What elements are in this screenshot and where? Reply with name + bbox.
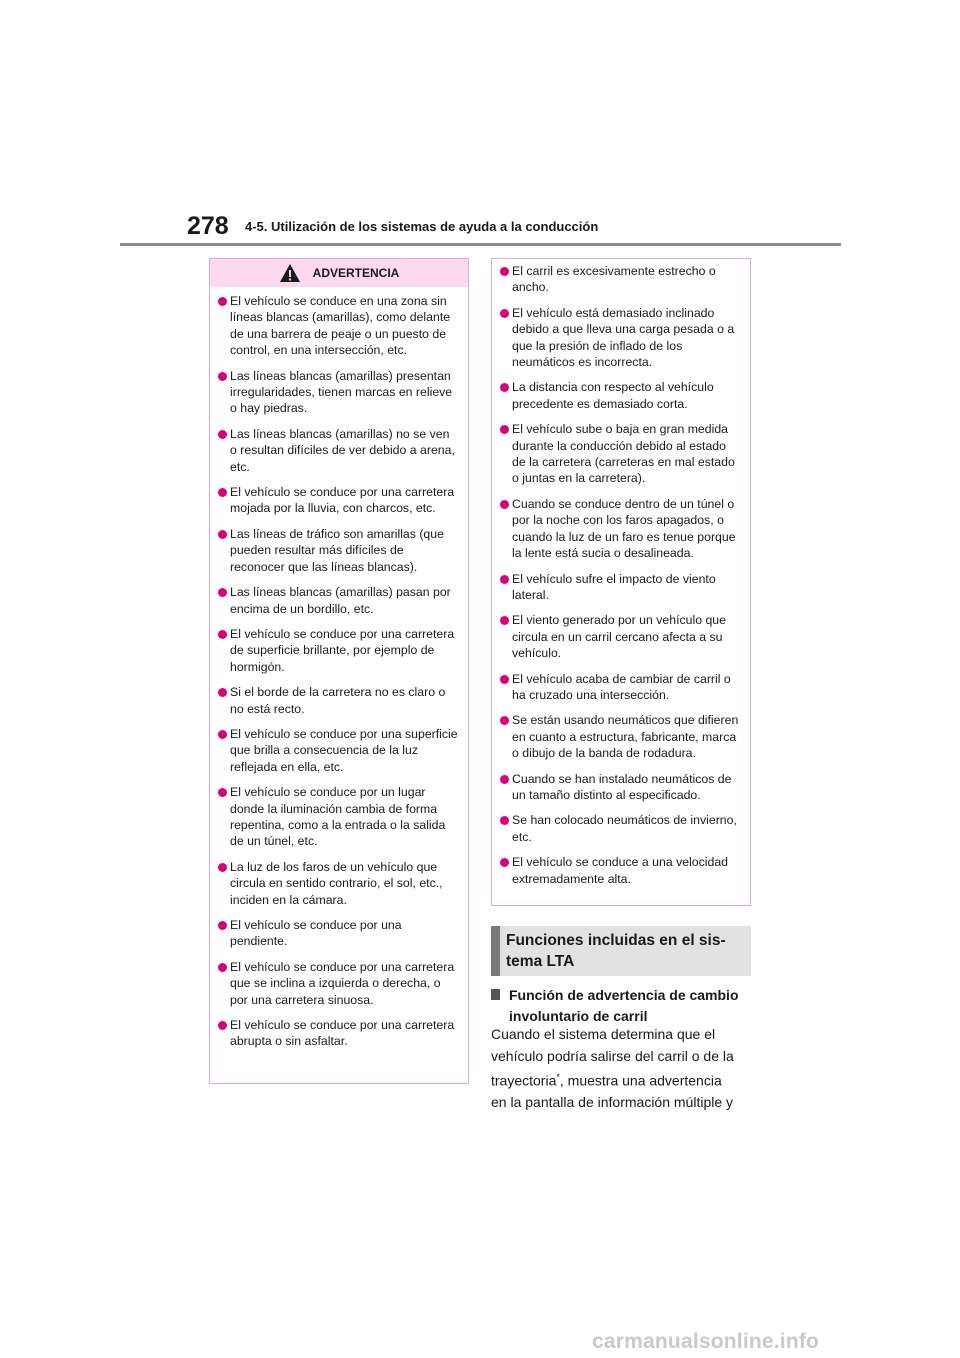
functions-heading-line1: Funciones incluidas en el sis-: [506, 932, 726, 949]
list-item: [218, 1017, 458, 1050]
bullet-icon: [500, 775, 509, 784]
page-number: 278: [187, 212, 229, 240]
square-bullet-icon: [491, 989, 500, 1000]
list-item: [218, 526, 458, 575]
bullet-icon: [500, 425, 509, 434]
list-item: [500, 379, 740, 412]
list-item-text: Las líneas blancas (amarillas) pasan por encima de un bordillo, etc.: [230, 585, 451, 616]
list-item-text: Se están usando neumáticos que difieren en cuanto a estructura, fabricante, marca o dibujo de la banda de rodadura.: [512, 713, 739, 761]
list-item: [218, 626, 458, 675]
list-item-text: Cuando se conduce dentro de un túnel o por la noche con los faros apagados, o cuando la luz de un faro es tenue porque la lente está sucia o desalineada.: [512, 496, 736, 561]
bullet-icon: [218, 488, 227, 497]
list-item-text: La luz de los faros de un vehículo que circula en sentido contrario, el sol, etc., inciden en la cámara.: [230, 859, 443, 907]
bullet-icon: [218, 588, 227, 597]
bullet-icon: [218, 1021, 227, 1030]
warning-list: [218, 293, 458, 1050]
list-item: [500, 771, 740, 804]
list-item-text: Se han colocado neumáticos de invierno, etc.: [512, 813, 737, 844]
bullet-icon: [500, 858, 509, 867]
list-item-text: La distancia con respecto al vehículo precedente es demasiado corta.: [512, 380, 714, 411]
bullet-icon: [500, 616, 509, 625]
bullet-icon: [218, 688, 227, 697]
body-line: Cuando el sistema determina que el: [491, 1026, 716, 1042]
warning-header: [210, 259, 468, 287]
list-item-text: El vehículo sube o baja en gran medida durante la conducción debido al estado de la carretera (carreteras en mal estado o juntas en la carretera).: [512, 422, 735, 486]
list-item-text: El vehículo se conduce en una zona sin líneas blancas (amarillas), como delante de una barrera de peaje o un puesto de control, en una intersección, etc.: [230, 294, 451, 358]
bullet-icon: [500, 267, 509, 276]
list-item-text: Las líneas blancas (amarillas) presentan irregularidades, tienen marcas en relieve o hay piedras.: [230, 368, 453, 416]
list-item-text: Las líneas de tráfico son amarillas (que pueden resultar más difíciles de reconocer que las líneas blancas).: [230, 526, 444, 574]
bullet-icon: [218, 297, 227, 306]
bullet-icon: [218, 530, 227, 539]
footnote-mark: *: [556, 1072, 560, 1082]
list-item-text: El vehículo se conduce por una superficie que brilla a consecuencia de la luz reflejada en ella, etc.: [230, 726, 458, 774]
list-item-text: El vehículo se conduce por una carretera abrupta o sin asfaltar.: [230, 1018, 455, 1049]
list-item: [500, 812, 740, 845]
list-item-text: El vehículo está demasiado inclinado debido a que lleva una carga pesada o a que la presión de inflado de los neumáticos es incorrecta.: [512, 305, 735, 370]
bullet-icon: [218, 430, 227, 439]
section-title: 4-5. Utilización de los sistemas de ayuda a la conducción: [245, 219, 599, 234]
bullet-icon: [218, 863, 227, 872]
list-item: [500, 671, 740, 704]
list-item: [218, 859, 458, 908]
list-item: [218, 584, 458, 617]
list-item: [218, 784, 458, 850]
list-item-text: El viento generado por un vehículo que circula en un carril cercano afecta a su vehículo.: [512, 613, 726, 661]
list-item: [218, 426, 458, 475]
bullet-icon: [218, 963, 227, 972]
subsection-title: Función de advertencia de cambio involuntario de carril: [509, 987, 739, 1024]
body-line: vehículo podría salirse del carril o de la: [491, 1047, 734, 1064]
warning-title: ADVERTENCIA: [312, 266, 400, 280]
continued-warning-box: [491, 258, 751, 906]
warning-box: [209, 258, 469, 1084]
functions-heading-line2: tema LTA: [506, 953, 575, 970]
warning-icon: [279, 263, 301, 283]
list-item: [218, 726, 458, 775]
list-item: [500, 496, 740, 562]
functions-heading: [491, 926, 751, 976]
body-line: en la pantalla de información múltiple y: [491, 1094, 734, 1111]
list-item-text: El vehículo se conduce por una carretera que se inclina a izquierda o derecha, o por una carretera sinuosa.: [230, 959, 455, 1007]
list-item-text: Cuando se han instalado neumáticos de un tamaño distinto al especificado.: [512, 771, 732, 802]
list-item-text: El vehículo se conduce por una carretera de superficie brillante, por ejemplo de hormigón.: [230, 626, 455, 674]
bullet-icon: [218, 730, 227, 739]
bullet-icon: [500, 816, 509, 825]
bullet-icon: [500, 309, 509, 318]
body-line-part: , muestra una advertencia: [559, 1072, 722, 1089]
bullet-icon: [500, 716, 509, 725]
bullet-icon: [500, 383, 509, 392]
list-item-text: El vehículo acaba de cambiar de carril o ha cruzado una intersección.: [512, 671, 731, 702]
bullet-icon: [500, 575, 509, 584]
list-item: [500, 854, 740, 887]
bullet-icon: [218, 372, 227, 381]
watermark: carmanualsonline.info: [592, 1330, 820, 1353]
header-rule: [120, 243, 841, 246]
bullet-icon: [218, 630, 227, 639]
body-paragraph: [491, 1024, 761, 1114]
continued-warning-list: [500, 263, 740, 887]
list-item: [218, 684, 458, 717]
list-item: [500, 612, 740, 661]
list-item: [500, 712, 740, 761]
body-line-part: trayectoria: [491, 1072, 557, 1089]
bullet-icon: [500, 500, 509, 509]
list-item-text: Si el borde de la carretera no es claro o no está recto.: [230, 685, 446, 716]
list-item-text: El vehículo se conduce por una pendiente.: [230, 918, 402, 949]
bullet-icon: [218, 921, 227, 930]
list-item: [218, 293, 458, 359]
list-item: [218, 917, 458, 950]
subsection-heading: [491, 985, 751, 1027]
list-item: [500, 263, 740, 296]
bullet-icon: [218, 788, 227, 797]
list-item: [218, 368, 458, 417]
bullet-icon: [500, 675, 509, 684]
list-item: [500, 571, 740, 604]
list-item: [500, 421, 740, 487]
list-item: [218, 959, 458, 1008]
list-item-text: El vehículo sufre el impacto de viento lateral.: [512, 571, 716, 602]
body-line: [491, 1067, 761, 1092]
list-item-text: El vehículo se conduce por una carretera mojada por la lluvia, con charcos, etc.: [230, 485, 455, 516]
list-item: [500, 305, 740, 371]
list-item-text: El vehículo se conduce a una velocidad extremadamente alta.: [512, 855, 729, 886]
list-item-text: El carril es excesivamente estrecho o ancho.: [512, 264, 716, 295]
list-item: [218, 484, 458, 517]
list-item-text: El vehículo se conduce por un lugar donde la iluminación cambia de forma repentina, como a la entrada o la salida de un túnel, etc.: [230, 785, 446, 849]
list-item-text: Las líneas blancas (amarillas) no se ven o resultan difíciles de ver debido a arena, etc.: [230, 426, 455, 474]
